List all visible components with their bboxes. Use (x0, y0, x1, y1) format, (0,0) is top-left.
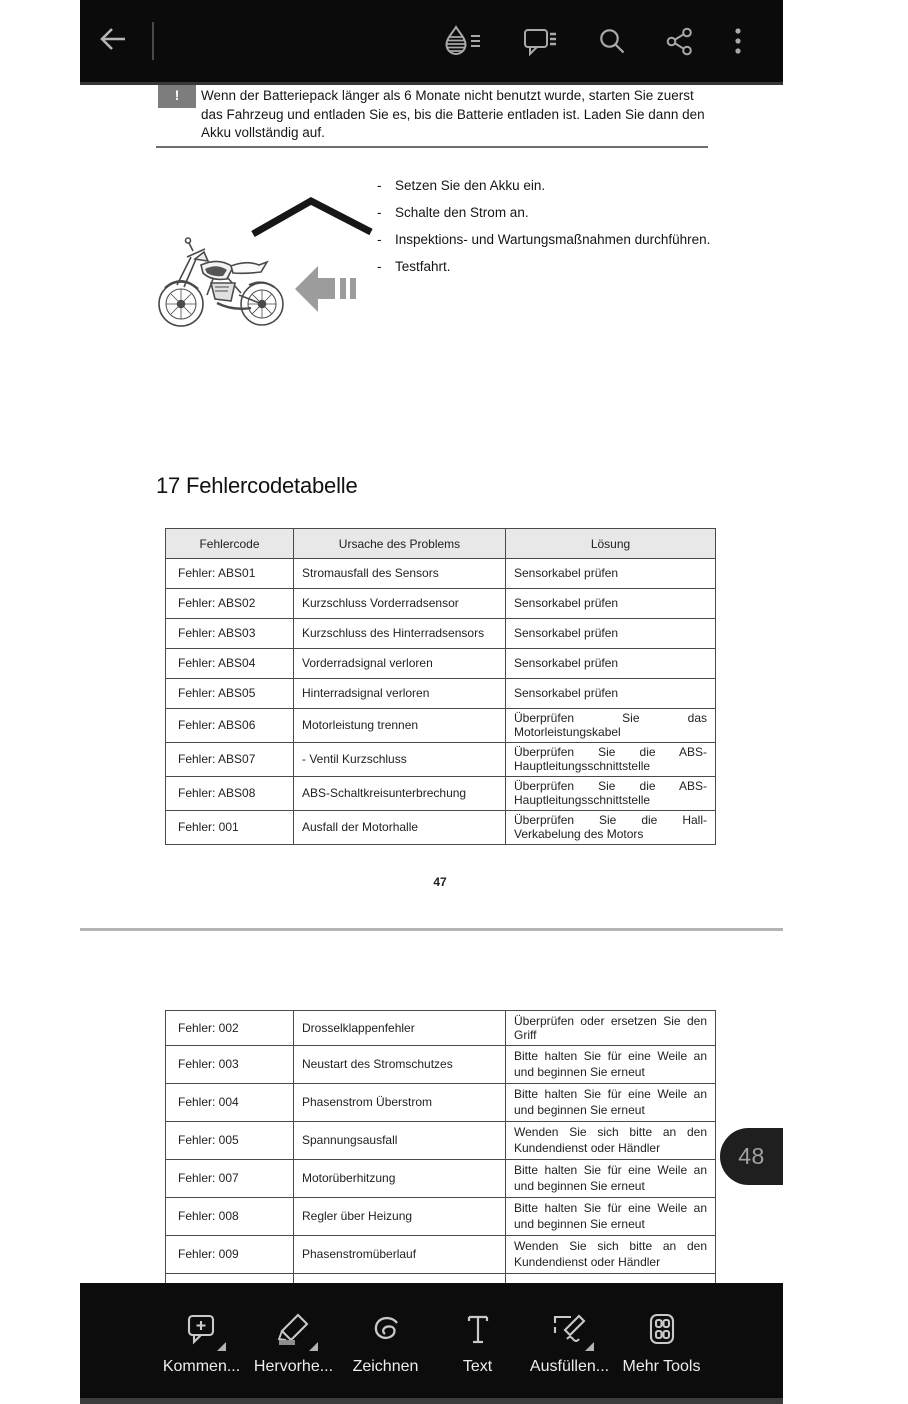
chevron-shape (253, 201, 371, 234)
share-icon (665, 27, 694, 56)
error-code-table-47 (165, 528, 716, 845)
submenu-indicator (585, 1342, 594, 1351)
table-cell: Fehler: 009 (166, 1236, 294, 1274)
tool-draw[interactable] (343, 1309, 429, 1376)
table-cell: Überprüfen Sie die ABS-Hauptleitungsschnittstelle (506, 777, 716, 811)
table-cell: Drosselklappenfehler (294, 1011, 506, 1046)
back-button[interactable] (96, 24, 130, 58)
app-window (80, 0, 783, 1404)
warning-divider (156, 146, 708, 148)
table-row (166, 679, 716, 709)
table-cell: Bitte halten Sie für eine Weile an und beginnen Sie erneut (506, 1160, 716, 1198)
table-row (166, 1198, 716, 1236)
table-cell: Fehler: ABS03 (166, 619, 294, 649)
table-row (166, 619, 716, 649)
tool-label: Ausfüllen... (529, 1358, 610, 1375)
tool-text[interactable] (435, 1309, 521, 1376)
table-cell: Motorleistung trennen (294, 709, 506, 743)
table-row (166, 743, 716, 777)
table-row (166, 811, 716, 845)
document-viewport[interactable] (80, 85, 783, 1283)
back-arrow-icon (98, 26, 128, 57)
column-header: Lösung (506, 529, 716, 559)
warning-icon: ! (158, 85, 196, 108)
text-icon (456, 1309, 500, 1351)
highlight-icon (272, 1309, 316, 1351)
table-cell: Wenden Sie sich bitte an den Kundendienst oder Händler (506, 1236, 716, 1274)
table-cell: Fehler: 002 (166, 1011, 294, 1046)
table-cell: Sensorkabel prüfen (506, 679, 716, 709)
table-row (166, 1011, 716, 1046)
top-toolbar (80, 0, 783, 85)
tool-label: Mehr Tools (622, 1358, 701, 1375)
tool-label: Zeichnen (352, 1358, 419, 1375)
gesture-nav-strip[interactable] (80, 1398, 783, 1404)
step-item: - Inspektions- und Wartungsmaßnahmen durchführen. (377, 232, 711, 247)
table-cell: Stromausfall des Sensors (294, 559, 506, 589)
table-row (166, 589, 716, 619)
table-cell: Fehler: ABS08 (166, 777, 294, 811)
tool-comment[interactable] (159, 1309, 245, 1376)
tool-highlight[interactable] (251, 1309, 337, 1376)
submenu-indicator (217, 1342, 226, 1351)
section-heading: 17 Fehlercodetabelle (156, 473, 358, 498)
tool-label: Text (462, 1358, 493, 1375)
warning-text: Wenn der Batteriepack länger als 6 Monate nicht benutzt wurde, starten Sie zuerst das Fahrzeug und entladen Sie es, bis die Batterie entladen ist. Laden Sie dann den Akku vollständig auf. (201, 88, 705, 141)
table-cell: Fehler: ABS01 (166, 559, 294, 589)
table-cell: Fehler: ABS07 (166, 743, 294, 777)
search-button[interactable] (598, 27, 626, 55)
table-cell: Bitte halten Sie für eine Weile an und beginnen Sie erneut (506, 1198, 716, 1236)
tool-label: Hervorhe... (253, 1358, 334, 1375)
table-cell: Kurzschluss des Hinterradsensors (294, 619, 506, 649)
liquid-mode-button[interactable] (443, 25, 483, 57)
table-row (166, 709, 716, 743)
comment-button[interactable] (522, 26, 559, 56)
table-cell: Bitte halten Sie für eine Weile an und beginnen Sie erneut (506, 1084, 716, 1122)
table-cell: Motorüberhitzung (294, 1160, 506, 1198)
table-cell: Fehler: 008 (166, 1198, 294, 1236)
table-cell: Bitte halten Sie für eine Weile an und beginnen Sie erneut (506, 1046, 716, 1084)
startup-steps (377, 177, 717, 285)
step-item: - Testfahrt. (377, 259, 451, 274)
table-row (166, 1046, 716, 1084)
table-row (166, 1084, 716, 1122)
table-row (166, 1160, 716, 1198)
table-cell: Sensorkabel prüfen (506, 619, 716, 649)
table-cell: Vorderradsignal verloren (294, 649, 506, 679)
table-cell: Phasenstromüberlauf (294, 1236, 506, 1274)
tool-label: Kommen... (162, 1358, 241, 1375)
table-row (166, 1122, 716, 1160)
table-cell: Fehler: 005 (166, 1122, 294, 1160)
toolbar-divider (152, 22, 154, 60)
page-number-47: 47 (433, 875, 447, 889)
fill-sign-icon (548, 1309, 592, 1351)
table-cell: Sensorkabel prüfen (506, 649, 716, 679)
bottom-toolbar (80, 1283, 783, 1398)
search-icon (598, 27, 626, 55)
table-cell: Sensorkabel prüfen (506, 589, 716, 619)
table-cell: Hinterradsignal verloren (294, 679, 506, 709)
overflow-menu-icon (733, 26, 743, 56)
submenu-indicator (309, 1342, 318, 1351)
left-arrow-graphic (295, 266, 356, 312)
step-item: - Schalte den Strom an. (377, 205, 529, 220)
comment-icon (522, 26, 559, 56)
table-row (166, 649, 716, 679)
table-cell: Fehler: ABS06 (166, 709, 294, 743)
column-header: Fehlercode (166, 529, 294, 559)
table-cell: Fehler: 004 (166, 1084, 294, 1122)
page-indicator-pill[interactable]: 48 (720, 1128, 783, 1185)
table-row (166, 777, 716, 811)
table-cell: Sensorkabel prüfen (506, 559, 716, 589)
tool-fill-sign[interactable] (527, 1309, 613, 1376)
table-cell: Neustart des Stromschutzes (294, 1046, 506, 1084)
table-cell: Fehler: ABS05 (166, 679, 294, 709)
table-cell: Überprüfen Sie die Hall-Verkabelung des Motors (506, 811, 716, 845)
table-cell: - Ventil Kurzschluss (294, 743, 506, 777)
table-header-row (166, 529, 716, 559)
step-item: - Setzen Sie den Akku ein. (377, 178, 546, 193)
table-cell: ABS-Schaltkreisunterbrechung (294, 777, 506, 811)
table-cell: Ausfall der Motorhalle (294, 811, 506, 845)
overflow-menu-button[interactable] (733, 26, 743, 56)
table-cell: Fehler: 007 (166, 1160, 294, 1198)
table-cell: Überprüfen oder ersetzen Sie den Griff (506, 1011, 716, 1046)
table-cell: Überprüfen Sie das Motorleistungskabel (506, 709, 716, 743)
table-cell: Fehler: ABS02 (166, 589, 294, 619)
table-cell: Regler über Heizung (294, 1198, 506, 1236)
motorcycle-figure (153, 173, 371, 341)
table-cell: Wenden Sie sich bitte an den Kundendienst oder Händler (506, 1122, 716, 1160)
draw-icon (364, 1309, 408, 1351)
table-cell: Kurzschluss Vorderradsensor (294, 589, 506, 619)
tool-more-tools[interactable] (619, 1309, 705, 1376)
table-cell: Spannungsausfall (294, 1122, 506, 1160)
add-comment-icon (180, 1309, 224, 1351)
table-cell: Fehler: 001 (166, 811, 294, 845)
table-cell: Phasenstrom Überstrom (294, 1084, 506, 1122)
table-row (166, 559, 716, 589)
table-cell: Fehler: 003 (166, 1046, 294, 1084)
page-break-separator (80, 928, 783, 931)
more-tools-icon (640, 1309, 684, 1351)
table-cell: Überprüfen Sie die ABS-Hauptleitungsschnittstelle (506, 743, 716, 777)
table-cell: Fehler: ABS04 (166, 649, 294, 679)
table-row (166, 1236, 716, 1274)
error-code-table-48 (165, 1010, 716, 1312)
share-button[interactable] (665, 27, 694, 56)
column-header: Ursache des Problems (294, 529, 506, 559)
liquid-mode-icon (443, 25, 483, 57)
